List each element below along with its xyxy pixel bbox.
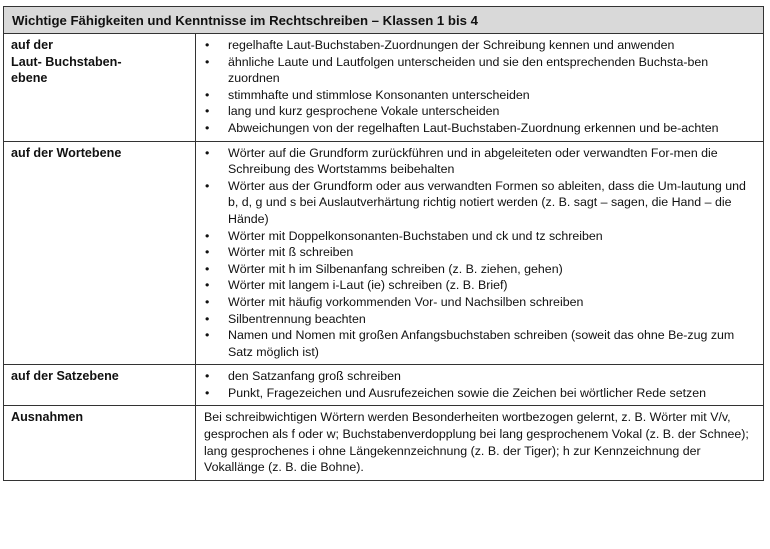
row-label: Ausnahmen xyxy=(4,406,196,480)
table-row-ausnahmen xyxy=(4,406,763,480)
list-item: • den Satzanfang groß schreiben xyxy=(204,368,751,385)
rules-table xyxy=(3,6,764,481)
table-title: Wichtige Fähigkeiten und Kenntnisse im Rechtschreiben – Klassen 1 bis 4 xyxy=(4,7,763,34)
row-label: auf der Laut- Buchstaben- ebene xyxy=(4,34,196,141)
list-item: • Wörter aus der Grundform oder aus verwandten Formen so ableiten, dass die Um-lautung und b, d, g und s bei Auslautverhärtung richtig notiert werden (z. B. sagt – sagen, die Hand – die Hände) xyxy=(204,178,751,228)
row-label: auf der Wortebene xyxy=(4,141,196,365)
table-row-wortebene xyxy=(4,141,763,365)
list-item: • Namen und Nomen mit großen Anfangsbuchstaben schreiben (soweit das ohne Be-zug zum Satz möglich ist) xyxy=(204,327,751,360)
row-content xyxy=(196,406,764,480)
list-item: • Wörter mit langem i-Laut (ie) schreiben (z. B. Brief) xyxy=(204,277,751,294)
list-item: • Wörter mit Doppelkonsonanten-Buchstaben und ck und tz schreiben xyxy=(204,228,751,245)
list-item: • Punkt, Fragezeichen und Ausrufezeichen sowie die Zeichen bei wörtlicher Rede setzen xyxy=(204,385,751,402)
list-item: • Abweichungen von der regelhaften Laut-Buchstaben-Zuordnung erkennen und be-achten xyxy=(204,120,751,137)
list-item: • lang und kurz gesprochene Vokale unterscheiden xyxy=(204,103,751,120)
row-label: auf der Satzebene xyxy=(4,365,196,406)
row-content xyxy=(196,365,764,406)
list-item: • ähnliche Laute und Lautfolgen unterscheiden und sie den entsprechenden Buchsta-ben zuordnen xyxy=(204,54,751,87)
rules-grid xyxy=(4,34,763,480)
exceptions-text: Bei schreibwichtigen Wörtern werden Besonderheiten wortbezogen gelernt, z. B. Wörter mit V/v, gesprochen als f oder w; Buchstabenverdopplung bei lang gesprochenem Vokal (z. B. der Schnee); lang gesprochenes i ohne Längekennzeichnung (z. B. der Tiger); h zur Kennzeichnung der Vokallänge (z. B. die Bohne). xyxy=(204,410,749,475)
list-item: • Silbentrennung beachten xyxy=(204,311,751,328)
list-item: • Wörter auf die Grundform zurückführen und in abgeleiteten oder verwandten For-men die Schreibung des Wortstamms beibehalten xyxy=(204,145,751,178)
list-item: • Wörter mit h im Silbenanfang schreiben (z. B. ziehen, gehen) xyxy=(204,261,751,278)
table-row-satzebene xyxy=(4,365,763,406)
list-item: • regelhafte Laut-Buchstaben-Zuordnungen der Schreibung kennen und anwenden xyxy=(204,37,751,54)
row-content xyxy=(196,34,764,141)
list-item: • Wörter mit ß schreiben xyxy=(204,244,751,261)
row-content xyxy=(196,141,764,365)
list-item: • stimmhafte und stimmlose Konsonanten unterscheiden xyxy=(204,87,751,104)
list-item: • Wörter mit häufig vorkommenden Vor- und Nachsilben schreiben xyxy=(204,294,751,311)
table-row-laut-buchstaben-ebene xyxy=(4,34,763,141)
